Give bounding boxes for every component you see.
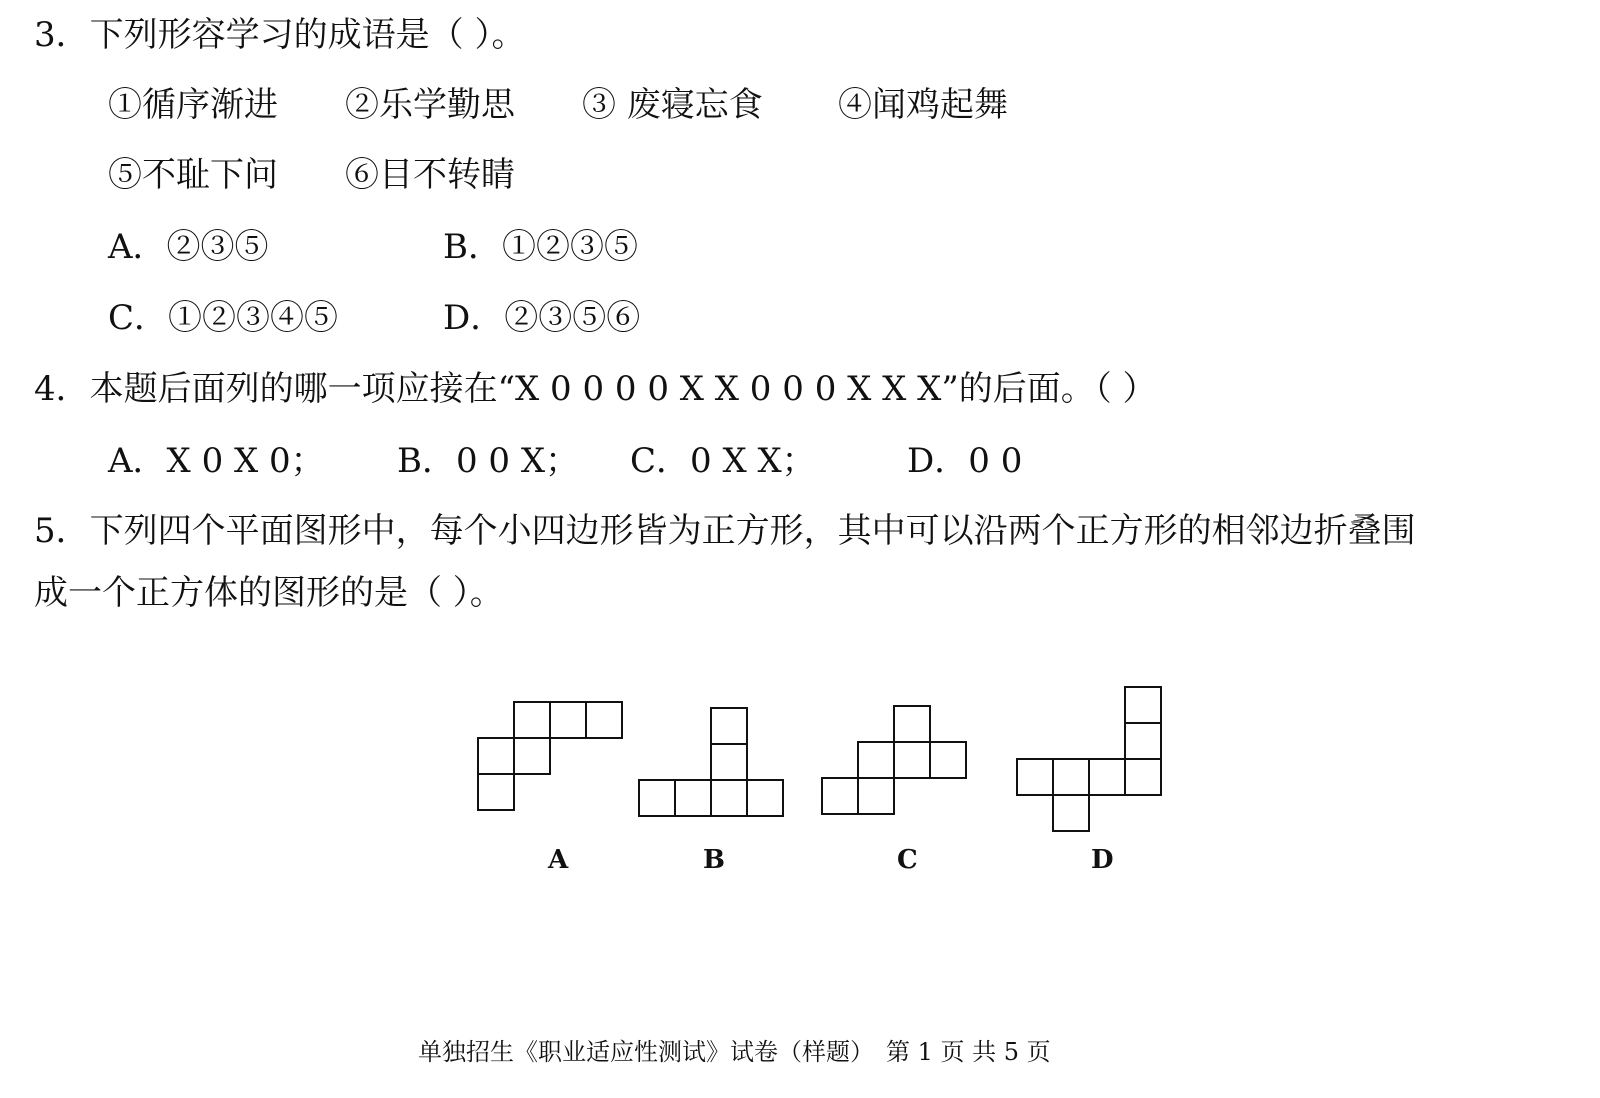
net-d-square: [1125, 759, 1161, 795]
q4-option-b: B．0 0 X；: [397, 441, 580, 481]
q3-stem: 3．下列形容学习的成语是（ ）。: [34, 15, 526, 55]
net-b-square: [711, 708, 747, 744]
net-b-square: [711, 744, 747, 780]
net-a-square: [514, 702, 550, 738]
net-a-square: [550, 702, 586, 738]
q3-option-a: A．②③⑤: [108, 227, 269, 267]
net-d-square: [1053, 795, 1089, 831]
net-c-square: [930, 742, 966, 778]
net-b-square: [675, 780, 711, 816]
net-c: [822, 706, 966, 814]
q4-option-a: A．X 0 X 0；: [108, 441, 325, 481]
q3-option-b: B．①②③⑤: [443, 227, 638, 267]
q3-item-5: ⑤不耻下问: [108, 155, 278, 195]
q4-stem: 4．本题后面列的哪一项应接在“X 0 0 0 0 X X 0 0 0 X X X”的后面。（ ）: [34, 369, 1157, 409]
q3-option-c: C．①②③④⑤: [108, 298, 339, 338]
net-d-square: [1125, 723, 1161, 759]
net-a-square: [478, 738, 514, 774]
page-footer: 单独招生《职业适应性测试》试卷（样题） 第 1 页 共 5 页: [418, 1038, 1051, 1066]
q3-item-4: ④闻鸡起舞: [838, 85, 1008, 125]
net-b: [639, 708, 783, 816]
q3-item-6: ⑥目不转睛: [345, 155, 515, 195]
net-b-square: [639, 780, 675, 816]
net-d-square: [1125, 687, 1161, 723]
net-b-square: [747, 780, 783, 816]
q3-option-d: D．②③⑤⑥: [443, 298, 641, 338]
net-d: [1017, 687, 1161, 831]
net-d-square: [1089, 759, 1125, 795]
net-c-square: [858, 778, 894, 814]
net-c-square: [894, 706, 930, 742]
q4-option-d: D．0 0: [907, 441, 1023, 481]
net-c-square: [858, 742, 894, 778]
q3-item-3: ③ 废寝忘食: [582, 85, 763, 125]
q3-item-1: ①循序渐进: [108, 85, 278, 125]
net-b-square: [711, 780, 747, 816]
net-a: [478, 702, 622, 810]
figure-label-b: B: [703, 845, 725, 875]
q3-item-2: ②乐学勤思: [345, 85, 515, 125]
net-d-square: [1017, 759, 1053, 795]
net-c-square: [822, 778, 858, 814]
net-c-square: [894, 742, 930, 778]
q5-stem-line1: 5．下列四个平面图形中，每个小四边形皆为正方形，其中可以沿两个正方形的相邻边折叠围: [34, 511, 1416, 551]
net-a-square: [478, 774, 514, 810]
q5-stem-line2: 成一个正方体的图形的是（ ）。: [34, 573, 504, 613]
net-a-square: [514, 738, 550, 774]
figure-label-d: D: [1091, 845, 1114, 875]
net-d-square: [1053, 759, 1089, 795]
q4-option-c: C．0 X X；: [630, 441, 816, 481]
figure-label-a: A: [548, 845, 569, 875]
net-a-square: [586, 702, 622, 738]
figure-label-c: C: [897, 845, 918, 875]
